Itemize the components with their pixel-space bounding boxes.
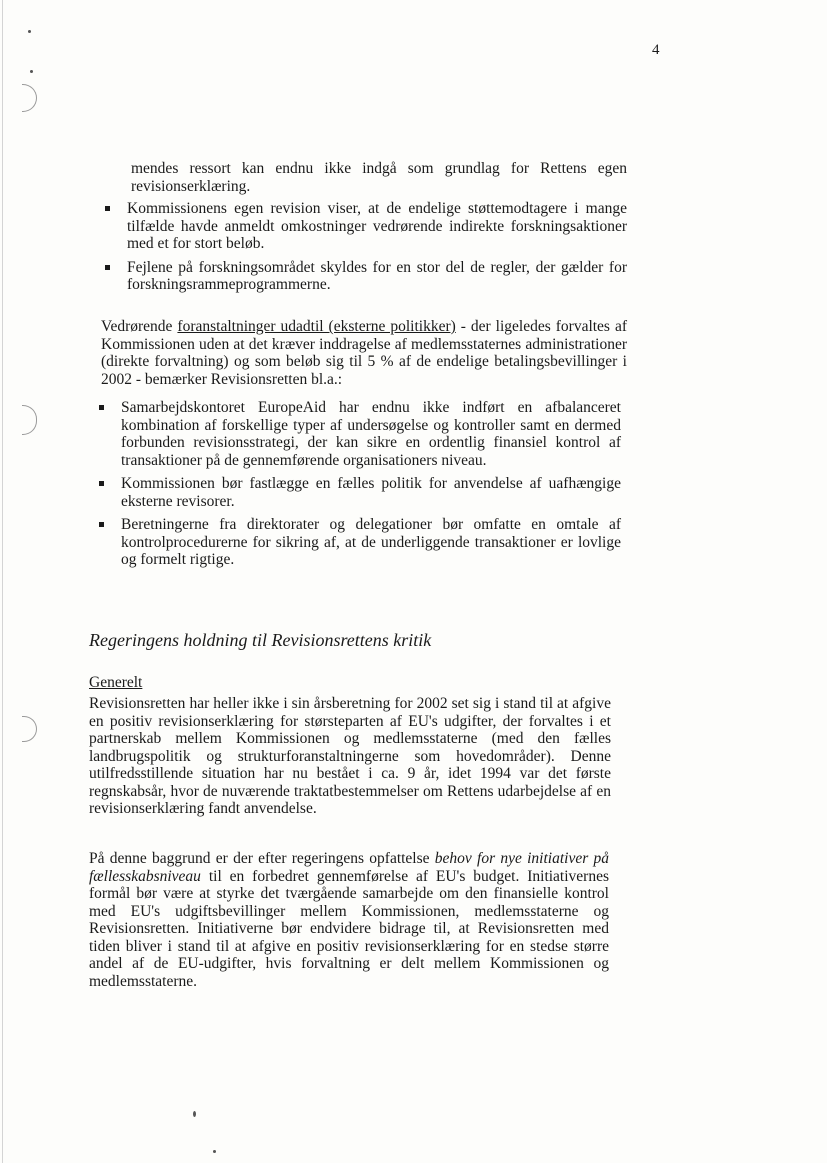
- scan-binder-line: [2, 0, 3, 1163]
- list-item: Kommissionens egen revision viser, at de endelige støttemodtagere i mange tilfælde havde anmeldt omkostninger vedrørende indirekte forskningsaktioner med et for stort beløb.: [101, 200, 627, 253]
- external-policies-paragraph: Vedrørende foranstaltninger udadtil (eksterne politikker) - der ligeledes forvaltes af Kommissionen uden at det kræver inddragelse af medlemsstaternes administrationer (direkte forvaltning) og som beløb sig til 5 % af de endelige betalingsbevillinger i 2002 - bemærker Revisionsretten bl.a.:: [101, 318, 627, 388]
- scan-speck: [30, 70, 33, 73]
- europeaid-bullet-list: [95, 399, 621, 569]
- scan-speck: [213, 1150, 216, 1153]
- scan-speck: [28, 30, 31, 33]
- list-item: Kommissionen bør fastlægge en fælles politik for anvendelse af uafhængige eksterne revisorer.: [95, 475, 621, 510]
- research-bullet-list: [101, 200, 627, 294]
- background-paragraph: På denne baggrund er der efter regeringens opfattelse behov for nye initiativer på fællesskabsniveau til en forbedret gennemførelse af EU's budget. Initiativernes formål bør være at styrke det tværgående samarbejde om den finansielle kontrol med EU's udgiftsbevillinger mellem Kommissionen, medlemsstaterne og Revisionsretten. Initiativerne bør endvidere bidrage til, at Revisionsretten med tiden bliver i stand til at afgive en positiv revisionserklæring for en stedse større andel af de EU-udgifter, hvis forvaltning er delt mellem Kommissionen og medlemsstaterne.: [89, 850, 609, 990]
- list-item: Fejlene på forskningsområdet skyldes for en stor del de regler, der gælder for forskningsrammeprogrammerne.: [101, 259, 627, 294]
- list-item: Beretningerne fra direktorater og delegationer bør omfatte en omtale af kontrolprocedurerne for sikring af, at de underliggende transaktioner er lovlige og formelt rigtige.: [95, 516, 621, 569]
- scan-margin-mark: [22, 716, 37, 742]
- scan-speck: [193, 1111, 196, 1117]
- continuation-paragraph: mendes ressort kan endnu ikke indgå som grundlag for Rettens egen revisionserklæring.: [131, 160, 627, 195]
- initiatives-emphasis: behov for nye initiativer på fællesskabsniveau: [89, 850, 609, 885]
- external-policies-term: foranstaltninger udadtil (eksterne politikker): [177, 318, 456, 335]
- page-number: 4: [652, 42, 660, 58]
- section-heading: Regeringens holdning til Revisionsrettens kritik: [89, 630, 432, 650]
- scan-margin-mark: [22, 84, 37, 112]
- general-paragraph: Revisionsretten har heller ikke i sin årsberetning for 2002 set sig i stand til at afgive en positiv revisionserklæring for størsteparten af EU's udgifter, der forvaltes i et partnerskab mellem Kommissionen og medlemsstaterne (med den fælles landbrugspolitik og strukturforanstaltningerne som hovedområder). Denne utilfredsstillende situation har nu bestået i ca. 9 år, idet 1994 var det første regnskabsår, hvor de nuværende traktatbestemmelser om Rettens udarbejdelse af en revisionserklæring fandt anvendelse.: [89, 695, 611, 817]
- list-item: Samarbejdskontoret EuropeAid har endnu ikke indført en afbalanceret kombination af forskellige typer af undersøgelse og kontroller samt en dermed forbunden revisionsstrategi, der kan sikre en ordentlig finansiel kontrol af transaktioner på de gennemførende organisationers niveau.: [95, 399, 621, 469]
- scan-margin-mark: [22, 405, 37, 435]
- subheading: Generelt: [89, 674, 143, 691]
